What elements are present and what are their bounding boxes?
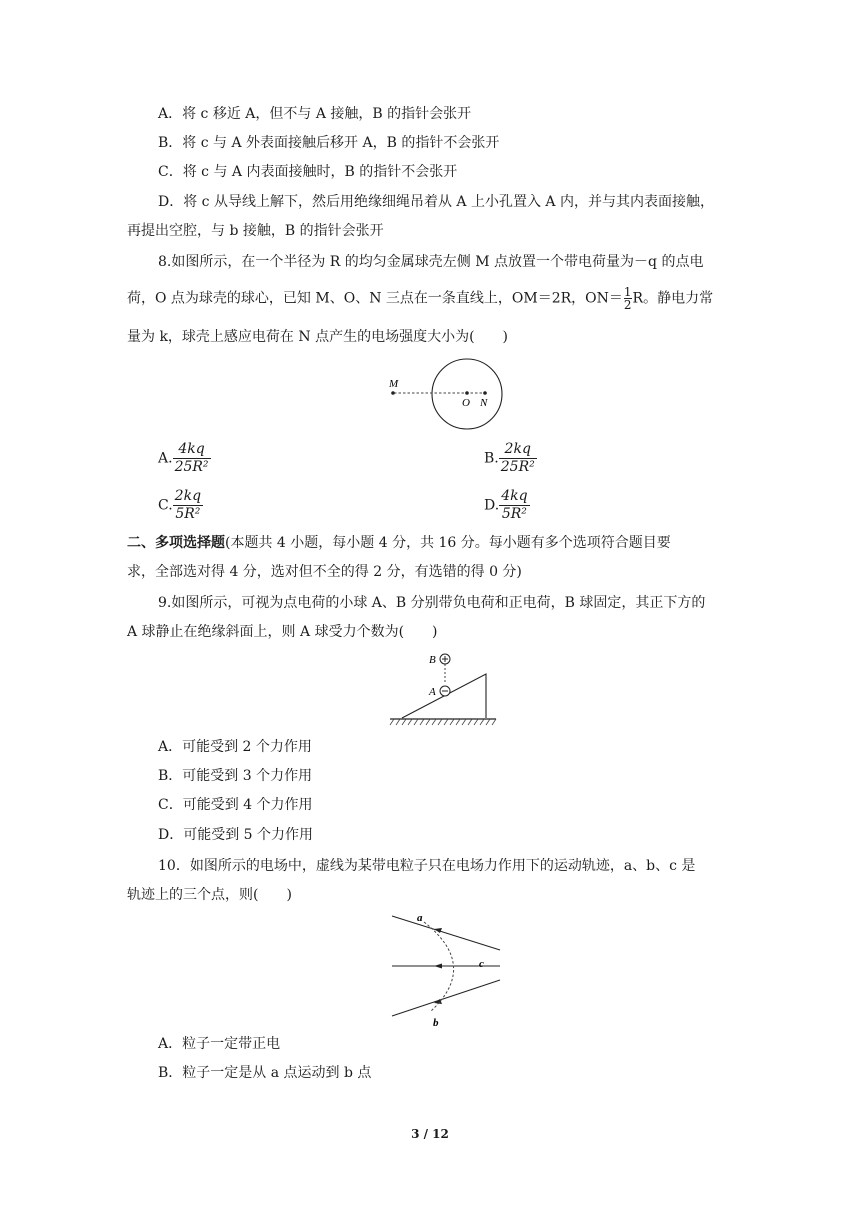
q8-option-d xyxy=(484,488,530,523)
label-a-point: a xyxy=(417,912,423,924)
option-label: C. xyxy=(158,497,173,514)
q9-stem-line1: 9.如图所示，可视为点电荷的小球 A、B 分别带负电荷和正电荷，B 球固定，其正下方的 xyxy=(158,595,706,611)
option-fraction xyxy=(499,441,537,476)
q8-sphere-figure xyxy=(380,357,520,432)
q8-stem-line3: 量为 k，球壳上感应电荷在 N 点产生的电场强度大小为( ) xyxy=(127,329,509,345)
section2-title: 二、多项选择题 xyxy=(127,535,225,551)
q8-stem-line2-a: 荷，O 点为球壳的球心，已知 M、O、N 三点在一条直线上，OM＝2R，ON＝ xyxy=(127,290,623,307)
fraction-numerator: 1 xyxy=(623,285,632,299)
q9-option-c: C．可能受到 4 个力作用 xyxy=(158,797,313,813)
q7-option-a: A．将 c 移近 A，但不与 A 接触，B 的指针会张开 xyxy=(158,106,472,122)
q10-option-a: A．粒子一定带正电 xyxy=(158,1036,281,1052)
fraction-numerator: 4kq xyxy=(173,441,211,459)
q9-option-d: D．可能受到 5 个力作用 xyxy=(158,827,314,843)
q9-option-a: A．可能受到 2 个力作用 xyxy=(158,739,312,755)
label-o: O xyxy=(462,397,470,409)
label-a: A xyxy=(429,686,436,698)
point-o xyxy=(465,391,469,395)
q8-stem-line2-b: R。静电力常 xyxy=(632,290,714,307)
q8-option-c xyxy=(158,488,203,523)
q7-option-b: B．将 c 与 A 外表面接触后移开 A，B 的指针不会张开 xyxy=(158,135,500,151)
ground-hatching xyxy=(390,719,496,725)
label-n: N xyxy=(480,397,488,409)
option-label: B. xyxy=(484,450,499,467)
q9-incline-figure xyxy=(388,648,498,730)
q8-option-a xyxy=(158,441,211,476)
label-b: B xyxy=(429,654,436,666)
label-b-point: b xyxy=(433,1017,439,1029)
option-fraction xyxy=(173,488,203,523)
option-label: A. xyxy=(158,450,173,467)
q7-option-d-line1: D．将 c 从导线上解下，然后用绝缘细绳吊着从 A 上小孔置入 A 内，并与其内表面接触， xyxy=(158,194,714,210)
q10-field-figure xyxy=(388,908,503,1030)
q10-option-b: B．粒子一定是从 a 点运动到 b 点 xyxy=(158,1065,372,1081)
fraction-denominator: 25R² xyxy=(174,459,209,475)
label-c-point: c xyxy=(479,958,484,970)
q8-half-fraction xyxy=(624,286,632,311)
fraction-numerator: 2kq xyxy=(174,488,202,504)
option-fraction xyxy=(499,488,529,523)
section2-line1 xyxy=(127,532,671,554)
fraction-denominator: 2 xyxy=(623,298,632,312)
q9-option-b: B．可能受到 3 个力作用 xyxy=(158,768,313,784)
q7-option-d-line2: 再提出空腔，与 b 接触，B 的指针会张开 xyxy=(127,223,384,239)
q8-option-b xyxy=(484,441,537,476)
field-line-bottom xyxy=(392,980,500,1016)
point-m xyxy=(391,391,395,395)
q7-option-c: C．将 c 与 A 内表面接触时，B 的指针不会张开 xyxy=(158,164,458,180)
q10-stem-line2: 轨迹上的三个点，则( ) xyxy=(127,887,292,903)
fraction-denominator: 5R² xyxy=(501,506,527,522)
page-number: 3 / 12 xyxy=(411,1127,449,1141)
q8-stem-line2 xyxy=(127,286,713,311)
fraction-denominator: 5R² xyxy=(175,506,201,522)
q9-stem-line2: A 球静止在绝缘斜面上，则 A 球受力个数为( ) xyxy=(127,624,438,640)
option-label: D. xyxy=(484,497,500,514)
fraction-numerator: 4kq xyxy=(501,488,528,504)
option-fraction xyxy=(173,441,211,476)
q8-stem-line1: 8.如图所示，在一个半径为 R 的均匀金属球壳左侧 M 点放置一个带电荷量为－q 的点电 xyxy=(158,254,704,270)
label-m: M xyxy=(389,378,399,390)
fraction-numerator: 2kq xyxy=(499,441,537,459)
section2-line2: 求，全部选对得 4 分，选对但不全的得 2 分，有选错的得 0 分) xyxy=(127,564,522,580)
fraction-denominator: 25R² xyxy=(500,459,535,475)
arrow-middle xyxy=(434,964,442,969)
q10-stem-line1: 10．如图所示的电场中，虚线为某带电粒子只在电场力作用下的运动轨迹，a、b、c 是 xyxy=(158,858,696,874)
point-n xyxy=(483,391,487,395)
section2-instructions-line1: (本题共 4 小题，每小题 4 分，共 16 分。每小题有多个选项符合题目要 xyxy=(225,535,671,551)
